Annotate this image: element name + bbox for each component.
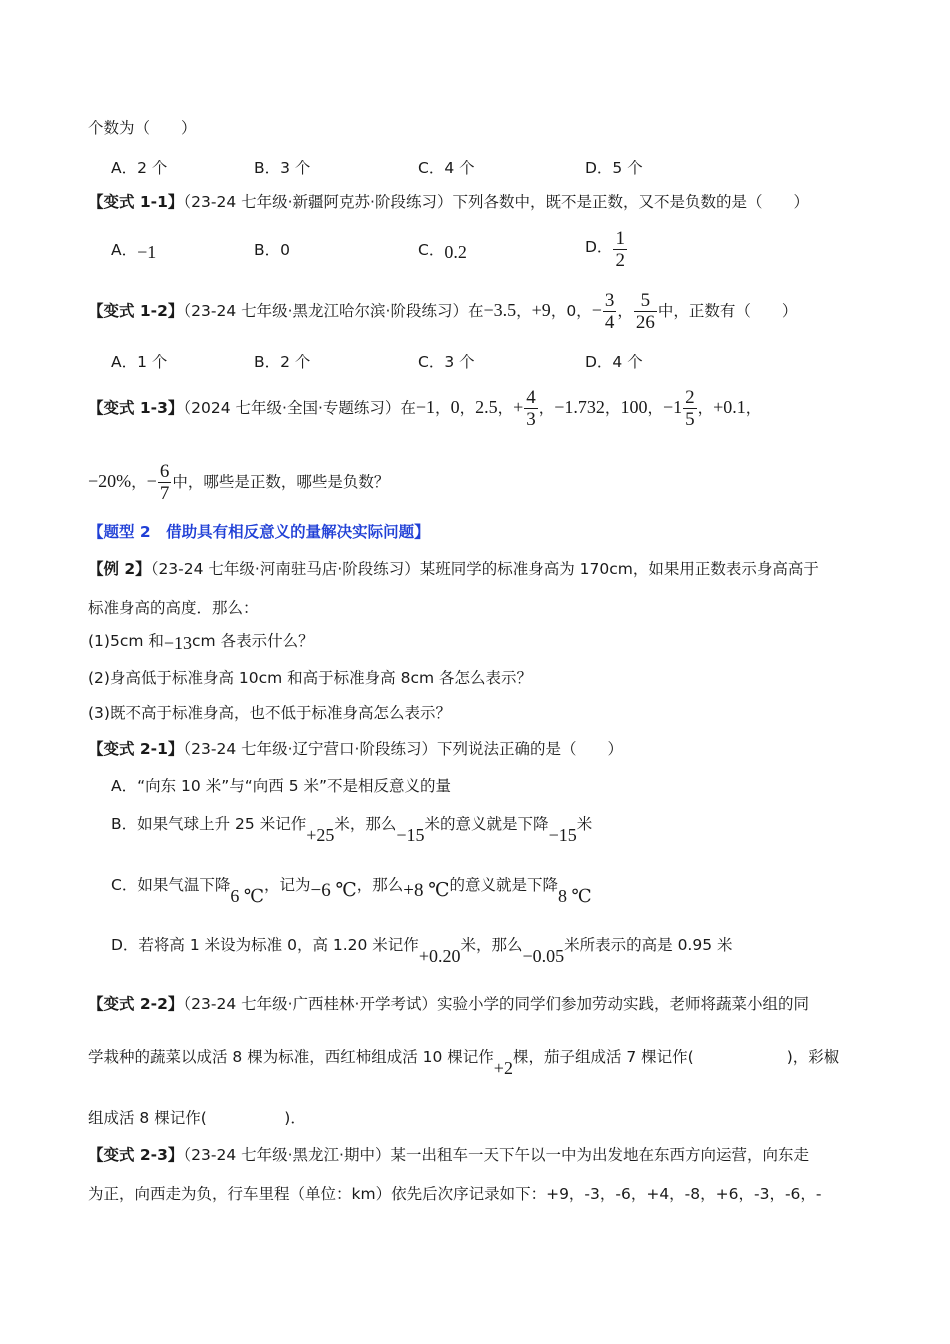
question-text: （23-24 七年级·广西桂林·开学考试）实验小学的同学们参加劳动实践，老师将蔬菜小组的同: [183, 995, 809, 1013]
fraction: [634, 290, 657, 333]
fraction: [603, 290, 617, 333]
question-text: )，彩椒: [786, 1048, 840, 1066]
option-d[interactable]: [585, 228, 628, 271]
number: −3.5: [483, 300, 517, 320]
variant-tag: 【变式 1-3】: [88, 399, 184, 417]
option-label: A．: [111, 241, 138, 259]
number: −20%: [88, 471, 132, 491]
denominator: 4: [604, 312, 615, 333]
question-continuation: [88, 118, 197, 138]
option-d[interactable]: D．4 个: [585, 353, 643, 371]
option-c[interactable]: C．3 个: [418, 353, 475, 371]
option-text: 的意义就是下降: [449, 876, 558, 894]
option-a[interactable]: A．1 个: [111, 353, 168, 371]
option-c[interactable]: [418, 238, 467, 260]
variant-2-3-line1: [88, 1145, 809, 1165]
option-b[interactable]: B．3 个: [254, 159, 311, 177]
option-a[interactable]: [111, 238, 156, 260]
numerator: 4: [526, 387, 536, 408]
example-2-line2: 标准身高的高度．那么：: [88, 599, 259, 617]
option-c[interactable]: C．4 个: [418, 159, 475, 177]
separator: ，: [435, 399, 451, 417]
number: −15: [396, 825, 425, 845]
number: +2: [493, 1058, 513, 1078]
number: 8 ℃: [557, 886, 592, 906]
variant-1-3-question: [88, 386, 761, 430]
sign: +: [513, 397, 524, 417]
variant-tag: 【变式 1-2】: [88, 302, 184, 320]
sign: −: [146, 471, 157, 491]
number: −1: [415, 397, 436, 417]
numerator: 1: [615, 228, 625, 249]
question-text: 棵，茄子组成活 7 棵记作(: [512, 1048, 694, 1066]
example-2-q3: (3)既不高于标准身高，也不低于标准身高怎么表示？: [88, 704, 451, 722]
option-value: 0.2: [444, 242, 467, 262]
option-a[interactable]: A．2 个: [111, 159, 168, 177]
option-value: −1: [137, 242, 157, 262]
option-label: D．: [585, 238, 613, 256]
numerator: 2: [685, 387, 695, 408]
number: −0.05: [522, 946, 565, 966]
variant-2-3-line2: 为正，向西走为负，行车里程（单位：km）依先后次序记录如下：+9，-3，-6，+4，-8，+6，-3，-6，-: [88, 1185, 822, 1203]
denominator: 3: [526, 409, 536, 430]
option-text: 米，那么: [460, 936, 523, 954]
option-label: C．: [418, 241, 445, 259]
question-text: （23-24 七年级·新疆阿克苏·阶段练习）下列各数中，既不是正数，又不是负数的是（ ）: [183, 193, 809, 211]
denominator: 2: [615, 250, 625, 271]
variant-2-2-line3: [88, 1108, 306, 1128]
variant-1-1-question: [88, 192, 809, 212]
fraction: [683, 387, 697, 430]
variant-tag: 【变式 1-1】: [88, 193, 184, 211]
numerator: 3: [604, 290, 615, 311]
separator: ，: [617, 302, 633, 320]
question-text: 中，哪些是正数，哪些是负数？: [172, 473, 390, 491]
number: 0: [450, 397, 460, 417]
question-text: （23-24 七年级·黑龙江·期中）某一出租车一天下午以一中为出发地在东西方向运营，向东走: [183, 1146, 809, 1164]
option-b[interactable]: [111, 813, 593, 845]
number: −15: [548, 825, 577, 845]
answer-blank[interactable]: [694, 1048, 787, 1066]
separator: ，0，: [550, 302, 592, 320]
separator: ，: [647, 399, 663, 417]
numerator: 5: [634, 290, 657, 312]
separator: ，: [538, 399, 555, 417]
fraction: [613, 228, 627, 271]
option-text: ，记为: [263, 876, 311, 894]
separator: ，: [604, 399, 621, 417]
example-2-q1: [88, 630, 314, 651]
sign: −: [591, 300, 602, 320]
separator: ，: [497, 399, 514, 417]
option-text: 米所表示的高是 0.95 米: [564, 936, 733, 954]
number: +8 ℃: [403, 880, 450, 901]
variant-2-1-question: [88, 739, 623, 759]
number: −13: [163, 633, 193, 653]
number: −6 ℃: [310, 880, 357, 901]
option-text: B．如果气球上升 25 米记作: [111, 815, 307, 833]
variant-1-3-question-cont: [88, 460, 389, 504]
fraction: [158, 461, 172, 504]
question-text: （2024 七年级·全国·专题练习）在: [183, 399, 416, 417]
variant-tag: 【变式 2-1】: [88, 740, 184, 758]
question-text: cm 各表示什么？: [192, 632, 314, 650]
variant-2-2-line1: [88, 994, 809, 1014]
question-text: )．: [284, 1109, 306, 1127]
numerator: 6: [159, 461, 170, 482]
variant-tag: 【变式 2-3】: [88, 1146, 184, 1164]
section-heading: 【题型 2 借助具有相反意义的量解决实际问题】: [88, 523, 430, 541]
option-c[interactable]: [111, 874, 592, 906]
denominator: 7: [159, 483, 170, 504]
number: +0.20: [418, 946, 461, 966]
example-tag: 【例 2】: [88, 560, 151, 578]
option-text: D．若将高 1 米设为标准 0，高 1.20 米记作: [111, 936, 419, 954]
option-a[interactable]: A．“向东 10 米”与“向西 5 米”不是相反意义的量: [111, 777, 452, 795]
separator: ，: [745, 399, 762, 417]
number: −1.732: [554, 397, 605, 417]
option-d[interactable]: [111, 934, 733, 966]
question-text: （23-24 七年级·辽宁营口·阶段练习）下列说法正确的是（ ）: [183, 740, 623, 758]
option-text: 米: [576, 815, 593, 833]
denominator: 26: [635, 312, 655, 333]
question-text: 组成活 8 棵记作(: [88, 1109, 207, 1127]
question-text: （23-24 七年级·河南驻马店·阶段练习）某班同学的标准身高为 170cm，如果用正数表示身高高于: [150, 560, 819, 578]
option-b[interactable]: B．2 个: [254, 353, 311, 371]
answer-blank[interactable]: [207, 1109, 285, 1127]
number: +0.1: [713, 397, 746, 417]
question-text: （23-24 七年级·黑龙江哈尔滨·阶段练习）在: [183, 302, 484, 320]
separator: ，: [131, 473, 147, 491]
variant-1-2-question: [88, 290, 797, 333]
question-text: 个数为（ ）: [88, 119, 197, 137]
fraction: [524, 387, 538, 430]
mixed-number-int: −1: [662, 397, 683, 417]
question-text: 中，正数有（ ）: [657, 302, 798, 320]
variant-2-2-line2: [88, 1046, 840, 1078]
question-text: 学栽种的蔬菜以成活 8 棵为标准，西红柿组成活 10 棵记作: [88, 1048, 494, 1066]
denominator: 5: [685, 409, 695, 430]
example-2-line1: [88, 559, 819, 579]
option-b[interactable]: B．0: [254, 241, 290, 259]
option-text: C．如果气温下降: [111, 876, 231, 894]
number: 100: [620, 397, 648, 417]
option-text: 米的意义就是下降: [424, 815, 549, 833]
option-text: 米，那么: [334, 815, 397, 833]
number: 2.5: [475, 397, 498, 417]
separator: ，: [516, 302, 532, 320]
separator: ，: [459, 399, 476, 417]
example-2-q2: (2)身高低于标准身高 10cm 和高于标准身高 8cm 各怎么表示？: [88, 669, 532, 687]
variant-tag: 【变式 2-2】: [88, 995, 184, 1013]
option-d[interactable]: D．5 个: [585, 159, 643, 177]
number: 6 ℃: [230, 886, 264, 906]
question-text: (1)5cm 和: [88, 632, 164, 650]
number: +25: [306, 825, 335, 845]
option-text: ，那么: [356, 876, 404, 894]
separator: ，: [697, 399, 714, 417]
number: +9: [531, 300, 551, 320]
